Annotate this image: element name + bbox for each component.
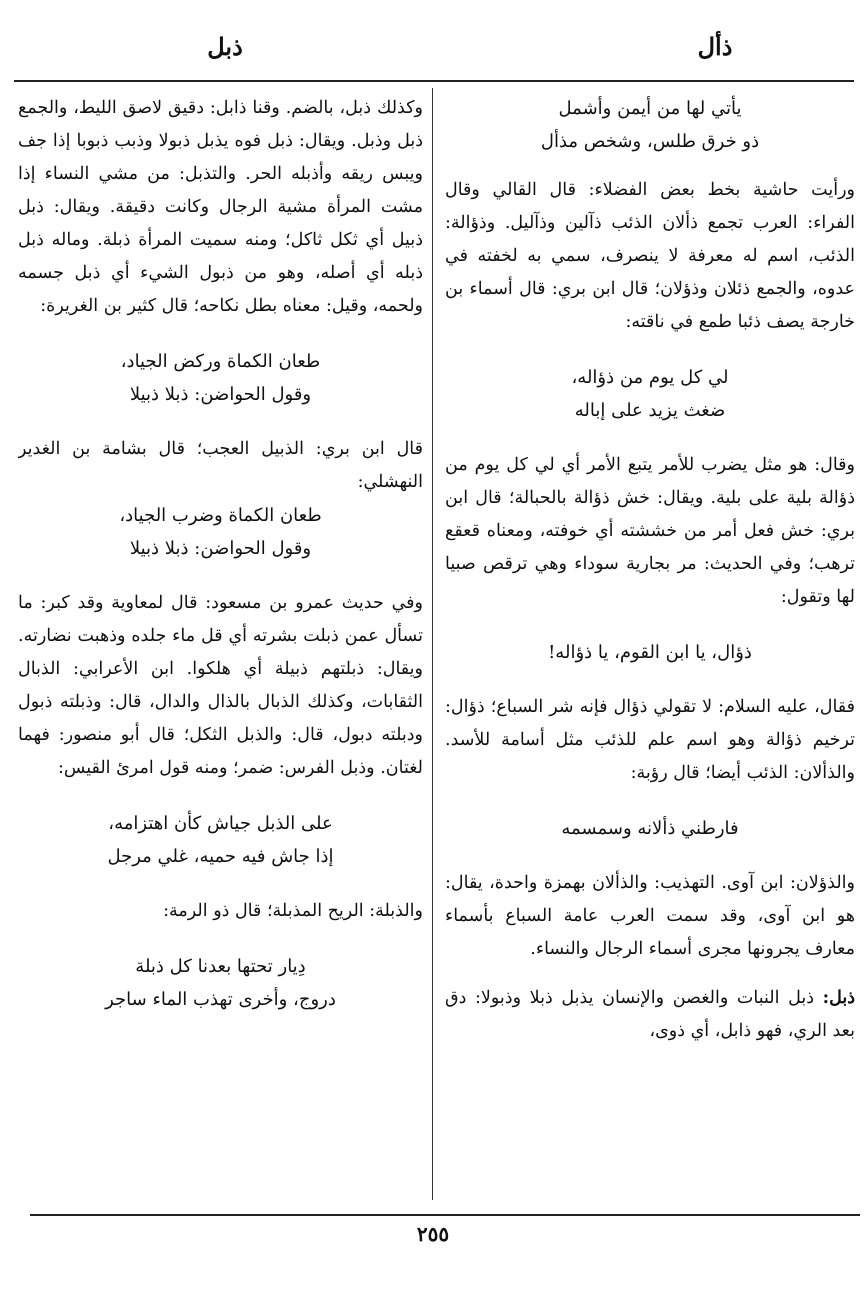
entry-paragraph (18, 895, 423, 928)
verse-line: طعان الكماة وركض الجياد، (120, 351, 321, 372)
spacer (445, 669, 855, 691)
verse-line: إذا جاش فيه حميه، غلي مرجل (107, 846, 334, 867)
spacer (445, 845, 855, 867)
running-head-left: ذبل (207, 32, 243, 61)
spacer (445, 158, 855, 174)
spacer (18, 565, 423, 587)
page-number: ٢٥٥ (416, 1222, 450, 1246)
entry-text: فقال، عليه السلام: لا تقولي ذؤال فإنه شر السباع؛ ذؤال: ترخيم ذؤالة وهو اسم علم للذئب مثل أسامة للأسد. والذألان: الذئب أيضا؛ قال رؤبة: (445, 697, 855, 783)
entry-text: وقال: هو مثل يضرب للأمر يتبع الأمر أي لي كل يوم من ذؤالة بلية على بلية. ويقال: خش ذؤالة بالحبالة؛ قال ابن بري: خش فعل أمر من خششته أي خوفته، ومعناه قعقع ترهب؛ وفي الحديث: مر بجارية سوداء وهي ترقص صبيا لها وتقول: (445, 455, 855, 607)
entry-paragraph (445, 449, 855, 614)
verse-line: على الذبل جياش كأن اهتزامه، (108, 813, 333, 834)
entry-text: قال ابن بري: الذبيل العجب؛ قال بشامة بن الغدير النهشلي: (18, 439, 423, 492)
bottom-rule (30, 1214, 860, 1216)
entry-paragraph (18, 92, 423, 323)
verse-line: دِيار تحتها بعدنا كل ذبلة (135, 956, 306, 977)
verse-line: ذؤال، يا ابن القوم، يا ذؤاله! (548, 642, 752, 663)
verse-line: طعان الكماة وضرب الجياد، (119, 505, 322, 526)
spacer (18, 928, 423, 950)
verse-line: وقول الحواضن: ذبلا ذبيلا (129, 538, 312, 559)
spacer (445, 790, 855, 812)
column-divider (432, 88, 433, 1200)
entry-headword: ذبل: (822, 988, 855, 1008)
spacer (445, 614, 855, 636)
entry-text: والذبلة: الريح المذبلة؛ قال ذو الرمة: (163, 901, 423, 921)
spacer (18, 873, 423, 895)
entry-text: ورأيت حاشية بخط بعض الفضلاء: قال القالي وقال الفراء: العرب تجمع ذألان الذئب ذآلين وذآليل. وذؤالة: الذئب، اسم له معرفة لا ينصرف، سمي به لخفته في عدوه، والجمع ذئلان وذؤلان؛ قال ابن بري: قال أسماء بن خارجة يصف ذئبا طمع في ناقته: (445, 180, 855, 332)
spacer (445, 966, 855, 982)
spacer (18, 323, 423, 345)
verse-line: وقول الحواضن: ذبلا ذبيلا (129, 384, 312, 405)
entry-paragraph (445, 867, 855, 966)
verse-line: لي كل يوم من ذؤاله، (571, 367, 729, 388)
top-rule (14, 80, 854, 82)
spacer (18, 785, 423, 807)
entry-paragraph (18, 433, 423, 499)
verse-line: يأتي لها من أيمن وأشمل (558, 98, 742, 119)
verse-line: دروج، وأخرى تهذب الماء ساجر (105, 989, 336, 1010)
verse-line: ذو خرق طلس، وشخص مذأل (540, 131, 760, 152)
running-head-right: ذأل (697, 32, 733, 61)
entry-paragraph (445, 174, 855, 339)
entry-text: والذؤلان: ابن آوى. التهذيب: والذألان بهمزة واحدة، يقال: هو ابن آوى، وقد سمت العرب عامة السباع بأسماء معارف يجرونها مجرى أسماء الرجال والنساء. (445, 873, 855, 959)
entry-paragraph (445, 691, 855, 790)
verse-line: ضغث يزيد على إباله (574, 400, 726, 421)
entry-text: وكذلك ذبل، بالضم. وقنا ذابل: دقيق لاصق الليط، والجمع ذبل وذبل. ويقال: ذبل فوه يذبل ذبولا وذبب ذبوبا إذا جف ويبس ريقه وأذبله الحر. والتذبل: من مشي النساء إذا مشت المرأة مشية الرجال وكانت دقيقة. ويقال: ذبل ذبيل أي ثكل ثاكل؛ ومنه سميت المرأة ذبلة. وماله ذبل ذبله أي أصله، وهو من ذبول الشيء أي ذبل جسمه ولحمه، وقيل: معناه بطل نكاحه؛ قال كثير بن الغريرة: (18, 98, 423, 316)
left-column (18, 92, 423, 1202)
entry-text: وفي حديث عمرو بن مسعود: قال لمعاوية وقد كبر: ما تسأل عمن ذبلت بشرته أي قل ماء جلده وذهبت نضارته. ويقال: ذبلتهم ذبيلة أي هلكوا. ابن الأعرابي: الذبال الثقابات، وكذلك الذبال بالذال والدال، قال: وذبلته ذبول ودبلته دبول، قال: والذبل الثكل؛ قال أبو منصور: فهما لغتان. وذبل الفرس: ضمر؛ ومنه قول امرئ القيس: (18, 593, 423, 778)
entry-text: ذبل النبات والغصن والإنسان يذبل ذبلا وذبولا: دق بعد الري، فهو ذابل، أي ذوى، (445, 988, 855, 1041)
entry-paragraph (445, 982, 855, 1048)
spacer (445, 339, 855, 361)
spacer (445, 427, 855, 449)
entry-paragraph (18, 587, 423, 785)
right-column (445, 92, 855, 1202)
spacer (18, 411, 423, 433)
verse-line: فارطني ذألانه وسمسمه (561, 818, 739, 839)
